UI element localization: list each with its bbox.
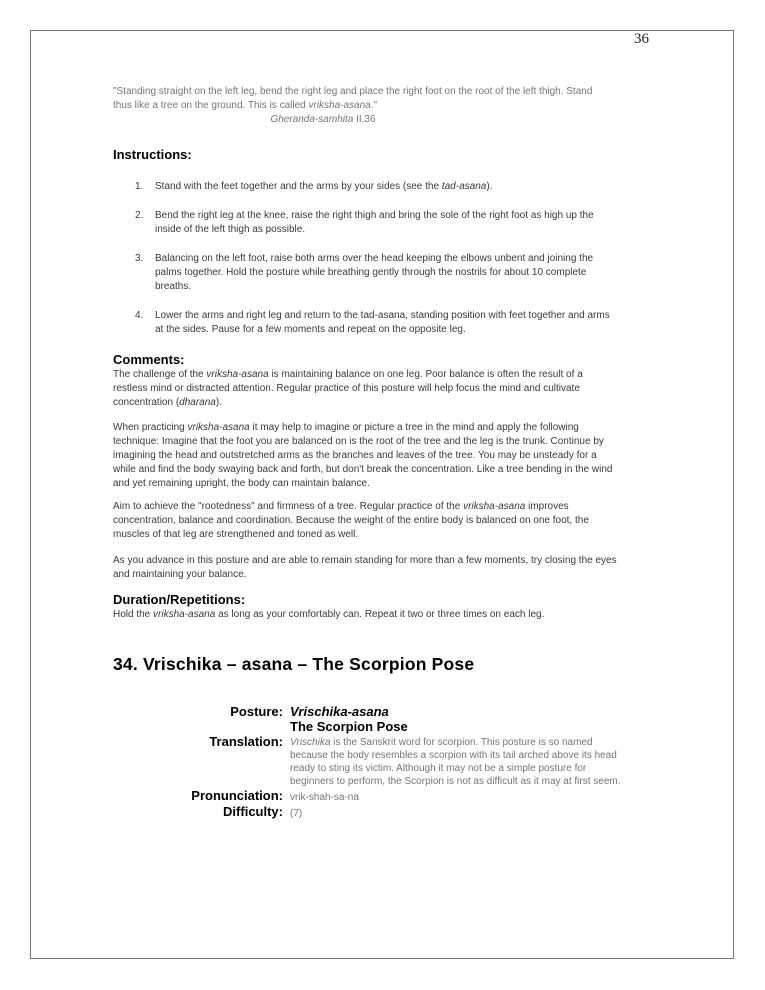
quote-text-end: ." xyxy=(370,100,378,111)
posture-label: Posture: xyxy=(230,704,283,719)
instructions-heading: Instructions: xyxy=(113,147,192,162)
posture-value xyxy=(290,704,408,734)
citation-source: Gheranda-samhita xyxy=(270,114,354,125)
next-pose-title: 34. Vrischika – asana – The Scorpion Pose xyxy=(113,654,475,674)
item-text: Bend the right leg at the knee, raise the right thigh and bring the sole of the right foot as high up the inside of the left thigh as possible. xyxy=(155,210,594,235)
instruction-item-1 xyxy=(113,180,618,194)
instruction-item-4 xyxy=(113,309,618,337)
item-number: 2. xyxy=(135,210,144,221)
citation-ref: II.36 xyxy=(353,114,376,125)
pronunciation-value: vrik-shah-sa-na xyxy=(290,792,359,803)
quote-text: "Standing straight on the left leg, bend the right leg and place the right foot on the root of the left thigh. Stand thus like a tree on the ground. This is called xyxy=(113,86,593,111)
comments-paragraph-4: As you advance in this posture and are able to remain standing for more than a few moments, try closing the eyes and maintaining your balance. xyxy=(113,555,617,580)
difficulty-value: (7) xyxy=(290,808,303,819)
pose-details xyxy=(113,704,733,820)
page-content xyxy=(31,74,733,820)
page-number: 36 xyxy=(634,31,649,47)
difficulty-row xyxy=(113,804,733,820)
comments-paragraph-2: When practicing vriksha-asana it may help to imagine or picture a tree in the mind and apply the following technique: Imagine that the foot you are balanced on is the root of the tree and the leg is the trunk. Continue by imagining the head and outstretched arms as the branches and leaves of the tree. You may be unsteady for a while and find the body swaying back and forth, but don't break the concentration. Like a tree bending in the wind and yet remaining upright, the body can maintain balance. xyxy=(113,422,613,489)
instructions-list xyxy=(113,180,733,337)
item-text: Lower the arms and right leg and return to the tad-asana, standing position with feet together and arms at the sides. Pause for a few moments and repeat on the opposite leg. xyxy=(155,310,610,335)
item-number: 4. xyxy=(135,310,144,321)
duration-heading: Duration/Repetitions: xyxy=(113,592,246,607)
page-border xyxy=(30,30,734,959)
instruction-item-3 xyxy=(113,252,618,294)
posture-row xyxy=(113,704,733,734)
pronunciation-row xyxy=(113,788,733,804)
posture-english: The Scorpion Pose xyxy=(290,719,408,734)
pronunciation-label: Pronunciation: xyxy=(191,788,283,803)
quote-term: vriksha-asana xyxy=(308,100,371,111)
posture-name: Vrischika-asana xyxy=(290,704,389,719)
instruction-item-2 xyxy=(113,209,618,237)
translation-row xyxy=(113,734,733,788)
comments-paragraph-3: Aim to achieve the "rootedness" and firmness of a tree. Regular practice of the vriksha-asana improves concentration, balance and coordination. Because the weight of the entire body is balanced on one foot, the muscles of that leg are strengthened and toned as well. xyxy=(113,501,589,540)
comments-heading: Comments: xyxy=(113,352,185,367)
item-number: 3. xyxy=(135,253,144,264)
item-number: 1. xyxy=(135,181,144,192)
opening-quote xyxy=(113,85,613,113)
comments-paragraph-1: The challenge of the vriksha-asana is maintaining balance on one leg. Poor balance is often the result of a restless mind or distracted attention. Regular practice of this posture will help focus the mind and cultivate concentration (dharana). xyxy=(113,369,583,408)
item-text: Balancing on the left foot, raise both arms over the head keeping the elbows unbent and joining the palms together. Hold the posture while breathing gently through the nostrils for about 10 complete breaths. xyxy=(155,253,594,292)
translation-value: Vrischika is the Sanskrit word for scorpion. This posture is so named because the body resembles a scorpion with its tail arched above its head ready to sting its victim. Although it may not be a simple posture for beginners to perform, the Scorpion is not as difficult as it may at first seem. xyxy=(290,737,621,787)
translation-label: Translation: xyxy=(209,734,283,749)
duration-text: Hold the vriksha-asana as long as your comfortably can. Repeat it two or three times on each leg. xyxy=(113,609,545,620)
item-text: Stand with the feet together and the arms by your sides (see the tad-asana). xyxy=(155,181,493,192)
quote-citation xyxy=(113,113,533,127)
difficulty-label: Difficulty: xyxy=(223,804,283,819)
